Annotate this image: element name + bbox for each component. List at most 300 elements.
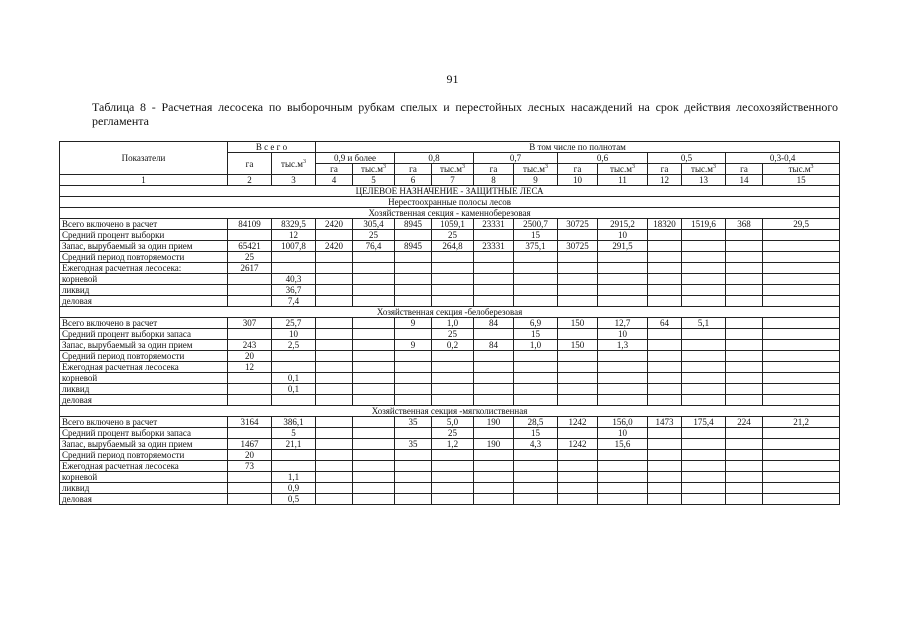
table-cell [682,329,726,340]
table-cell [763,384,840,395]
purpose-title: ЦЕЛЕВОЕ НАЗНАЧЕНИЕ - ЗАЩИТНЫЕ ЛЕСА [60,186,840,197]
table-cell [353,450,395,461]
table-cell [316,230,353,241]
table-cell [514,263,558,274]
table-cell [726,329,763,340]
table-cell [353,461,395,472]
column-number: 3 [272,175,316,186]
table-cell [228,384,272,395]
table-cell [395,329,432,340]
table-cell [598,296,648,307]
table-cell: 2617 [228,263,272,274]
table-cell [726,439,763,450]
table-cell [353,274,395,285]
table-cell [558,296,598,307]
table-cell [763,340,840,351]
table-cell [228,428,272,439]
table-cell: 190 [474,417,514,428]
row-label: Ежегодная расчетная лесосека [60,362,228,373]
row-label: Средний период повторяемости [60,351,228,362]
table-cell: 291,5 [598,241,648,252]
table-cell: 64 [648,318,682,329]
table-cell [395,483,432,494]
table-cell [316,318,353,329]
subcategory-title-row [60,197,840,208]
row-label: корневой [60,274,228,285]
table-cell: 1,0 [432,318,474,329]
section-title-row [60,406,840,417]
table-cell: 1059,1 [432,219,474,230]
table-cell: 25 [228,252,272,263]
table-cell: 1242 [558,439,598,450]
table-cell [272,450,316,461]
header-unit-m3: $тыс.м^3$ [432,164,474,175]
table-cell [763,395,840,406]
table-cell [763,494,840,505]
table-cell [682,274,726,285]
table-cell: 25 [353,230,395,241]
table-cell: 9 [395,318,432,329]
table-cell [514,384,558,395]
table-cell [763,296,840,307]
table-cell [763,274,840,285]
table-cell [474,483,514,494]
table-cell [395,450,432,461]
row-label: Средний период повторяемости [60,450,228,461]
table-cell [432,483,474,494]
table-cell [514,450,558,461]
header-total-m3: $тыс.м^3$ [272,153,316,175]
table-cell [726,428,763,439]
table-cell: 84 [474,318,514,329]
table-cell [648,428,682,439]
table-cell [514,472,558,483]
table-cell: 0,9 [272,483,316,494]
table-cell: 2915,2 [598,219,648,230]
table-cell [514,296,558,307]
column-number: 7 [432,175,474,186]
table-row [60,340,840,351]
table-cell [474,263,514,274]
table-cell: 20 [228,351,272,362]
table-cell: 1467 [228,439,272,450]
table-cell [395,461,432,472]
table-cell [598,274,648,285]
table-cell: 1,3 [598,340,648,351]
table-row [60,241,840,252]
table-cell [598,472,648,483]
table-cell [648,230,682,241]
table-cell [598,384,648,395]
table-cell: 9 [395,340,432,351]
table-cell: 1007,8 [272,241,316,252]
table-cell: 386,1 [272,417,316,428]
row-label: ликвид [60,384,228,395]
forest-cutting-table [59,141,840,505]
table-cell [353,252,395,263]
table-cell [316,428,353,439]
row-label: деловая [60,395,228,406]
table-cell [474,351,514,362]
table-cell [514,395,558,406]
table-cell [598,494,648,505]
header-unit-m3: $тыс.м^3$ [763,164,840,175]
table-cell: 12,7 [598,318,648,329]
table-cell [726,373,763,384]
table-cell [558,494,598,505]
table-cell [432,351,474,362]
table-cell [395,395,432,406]
row-label: Всего включено в расчет [60,417,228,428]
table-cell [432,384,474,395]
table-cell [228,373,272,384]
table-cell: 29,5 [763,219,840,230]
table-cell: 1242 [558,417,598,428]
table-cell: 40,3 [272,274,316,285]
table-cell [648,450,682,461]
table-cell [353,395,395,406]
table-cell: 84109 [228,219,272,230]
table-cell [395,373,432,384]
column-number: 9 [514,175,558,186]
table-cell [726,296,763,307]
table-cell: 150 [558,318,598,329]
section-title: Хозяйственная секция -белоберезовая [60,307,840,318]
table-cell [316,263,353,274]
header-unit-m3: $тыс.м^3$ [682,164,726,175]
table-cell [648,472,682,483]
table-cell [682,450,726,461]
table-cell [228,274,272,285]
table-row [60,318,840,329]
table-cell [682,351,726,362]
table-cell: 8329,5 [272,219,316,230]
table-cell [726,351,763,362]
column-number: 11 [598,175,648,186]
table-cell: 5,0 [432,417,474,428]
table-cell: 2420 [316,219,353,230]
table-cell [682,439,726,450]
table-cell [316,329,353,340]
table-caption: Таблица 8 - Расчетная лесосека по выборочным рубкам спелых и перестойных лесных насаждений на срок действия лесохозяйственного регламента [92,100,838,128]
table-cell [558,483,598,494]
table-cell: 23331 [474,241,514,252]
column-number: 10 [558,175,598,186]
table-cell [763,483,840,494]
table-cell [682,384,726,395]
table-cell [726,461,763,472]
table-cell [558,285,598,296]
table-cell [648,252,682,263]
table-cell [272,263,316,274]
table-row [60,472,840,483]
table-cell: 224 [726,417,763,428]
header-unit-m3: $тыс.м^3$ [598,164,648,175]
table-cell [682,252,726,263]
table-cell: 375,1 [514,241,558,252]
table-row [60,450,840,461]
table-cell [726,274,763,285]
table-cell: 15 [514,329,558,340]
table-cell [228,285,272,296]
table-cell [763,329,840,340]
table-cell: 18320 [648,219,682,230]
table-cell [726,252,763,263]
table-cell [682,483,726,494]
header-unit-ha: га [558,164,598,175]
table-cell [648,395,682,406]
header-density: 0,5 [648,153,726,164]
table-row [60,483,840,494]
table-cell [763,373,840,384]
table-cell [395,296,432,307]
row-label: Запас, вырубаемый за один прием [60,241,228,252]
table-cell [474,395,514,406]
row-label: Запас, вырубаемый за один прием [60,340,228,351]
table-cell [598,483,648,494]
table-cell [763,450,840,461]
page-number: 91 [446,72,459,86]
table-cell [648,461,682,472]
table-cell [682,362,726,373]
table-cell [474,450,514,461]
table-cell [763,230,840,241]
row-label: Средний период повторяемости [60,252,228,263]
column-number: 4 [316,175,353,186]
row-label: деловая [60,296,228,307]
table-cell [432,461,474,472]
table-cell [432,296,474,307]
row-label: Средний процент выборки запаса [60,428,228,439]
table-row [60,439,840,450]
table-row [60,219,840,230]
table-cell [558,384,598,395]
table-cell [353,428,395,439]
table-cell: 2,5 [272,340,316,351]
table-cell [598,362,648,373]
table-cell [272,351,316,362]
table-cell [682,263,726,274]
table-cell [598,450,648,461]
table-cell [272,461,316,472]
table-cell [682,461,726,472]
table-cell: 23331 [474,219,514,230]
table-cell [395,274,432,285]
header-indicators: Показатели [60,142,228,175]
table-cell [514,252,558,263]
table-cell: 8945 [395,219,432,230]
table-cell [598,461,648,472]
table-cell [316,494,353,505]
table-cell [763,318,840,329]
row-label: деловая [60,494,228,505]
table-cell: 0,1 [272,373,316,384]
table-cell [395,362,432,373]
table-cell: 25 [432,230,474,241]
table-cell: 15,6 [598,439,648,450]
subcategory-title: Нерестоохранные полосы лесов [60,197,840,208]
table-cell [682,395,726,406]
table-cell [598,351,648,362]
table-cell [272,362,316,373]
column-number: 8 [474,175,514,186]
table-cell [682,296,726,307]
table-row [60,252,840,263]
table-cell [648,340,682,351]
table-cell [316,384,353,395]
table-cell [598,263,648,274]
table-cell: 0,2 [432,340,474,351]
table-cell: 264,8 [432,241,474,252]
column-number: 1 [60,175,228,186]
table-cell [514,362,558,373]
table-cell [228,483,272,494]
table-cell [395,472,432,483]
table-cell: 7,4 [272,296,316,307]
table-cell [558,373,598,384]
table-cell [598,252,648,263]
table-cell [474,373,514,384]
table-cell: 30725 [558,241,598,252]
table-cell: 175,4 [682,417,726,428]
purpose-title-row [60,186,840,197]
table-cell [395,263,432,274]
table-cell: 307 [228,318,272,329]
table-cell: 2500,7 [514,219,558,230]
table-cell [648,362,682,373]
table-cell: 6,9 [514,318,558,329]
table-cell: 15 [514,230,558,241]
table-row [60,395,840,406]
table-cell [474,230,514,241]
table-cell [514,373,558,384]
table-cell [353,318,395,329]
table-row [60,384,840,395]
section-title-row [60,307,840,318]
table-cell: 0,5 [272,494,316,505]
table-cell [514,483,558,494]
table-cell [763,439,840,450]
table-cell [395,351,432,362]
table-cell [432,395,474,406]
table-cell [316,252,353,263]
row-label: Средний процент выборки [60,230,228,241]
table-row [60,274,840,285]
table-row [60,329,840,340]
table-cell [474,362,514,373]
table-cell [353,483,395,494]
table-cell: 12 [228,362,272,373]
table-cell [682,494,726,505]
table-cell [648,274,682,285]
table-cell [432,252,474,263]
table-cell [514,285,558,296]
table-cell [682,241,726,252]
table-cell [228,296,272,307]
table-cell [316,450,353,461]
table-cell [726,285,763,296]
table-cell [353,373,395,384]
table-cell [432,263,474,274]
table-cell [316,483,353,494]
table-cell: 8945 [395,241,432,252]
table-cell [316,439,353,450]
table-cell [682,230,726,241]
table-cell: 10 [598,428,648,439]
row-label: Ежегодная расчетная лесосека: [60,263,228,274]
table-row [60,263,840,274]
table-cell: 3164 [228,417,272,428]
table-cell [558,274,598,285]
table-cell: 76,4 [353,241,395,252]
table-row [60,373,840,384]
table-row [60,417,840,428]
row-label: ликвид [60,483,228,494]
table-cell [763,472,840,483]
table-cell [316,274,353,285]
table-cell: 305,4 [353,219,395,230]
header-unit-m3: $тыс.м^3$ [353,164,395,175]
table-cell [353,439,395,450]
table-row [60,494,840,505]
header-total: В с е г о [228,142,316,153]
row-label: ликвид [60,285,228,296]
table-cell [474,428,514,439]
table-cell [395,252,432,263]
table-row [60,296,840,307]
table-cell: 30725 [558,219,598,230]
table-cell: 0,1 [272,384,316,395]
table-cell [353,362,395,373]
table-cell: 36,7 [272,285,316,296]
table-cell [558,395,598,406]
row-label: Средний процент выборки запаса [60,329,228,340]
table-cell: 65421 [228,241,272,252]
table-cell [316,373,353,384]
table-cell: 1,1 [272,472,316,483]
table-cell [353,494,395,505]
table-cell: 243 [228,340,272,351]
header-unit-ha: га [316,164,353,175]
table-cell [726,384,763,395]
table-cell [682,373,726,384]
table-cell [432,472,474,483]
table-cell [395,285,432,296]
table-cell [474,274,514,285]
table-cell [763,362,840,373]
table-cell [514,494,558,505]
table-cell: 5,1 [682,318,726,329]
table-cell [474,296,514,307]
table-row [60,230,840,241]
row-label: корневой [60,472,228,483]
table-cell [763,263,840,274]
header-unit-ha: га [395,164,432,175]
section-title: Хозяйственная секция - каменноберезовая [60,208,840,219]
table-cell [474,285,514,296]
header-unit-m3: $тыс.м^3$ [514,164,558,175]
table-cell [474,329,514,340]
table-cell: 4,3 [514,439,558,450]
table-cell [474,384,514,395]
table-cell [228,329,272,340]
table-cell [648,263,682,274]
table-cell [726,318,763,329]
table-cell: 25,7 [272,318,316,329]
table-cell [228,472,272,483]
table-cell [316,362,353,373]
table-cell [432,373,474,384]
